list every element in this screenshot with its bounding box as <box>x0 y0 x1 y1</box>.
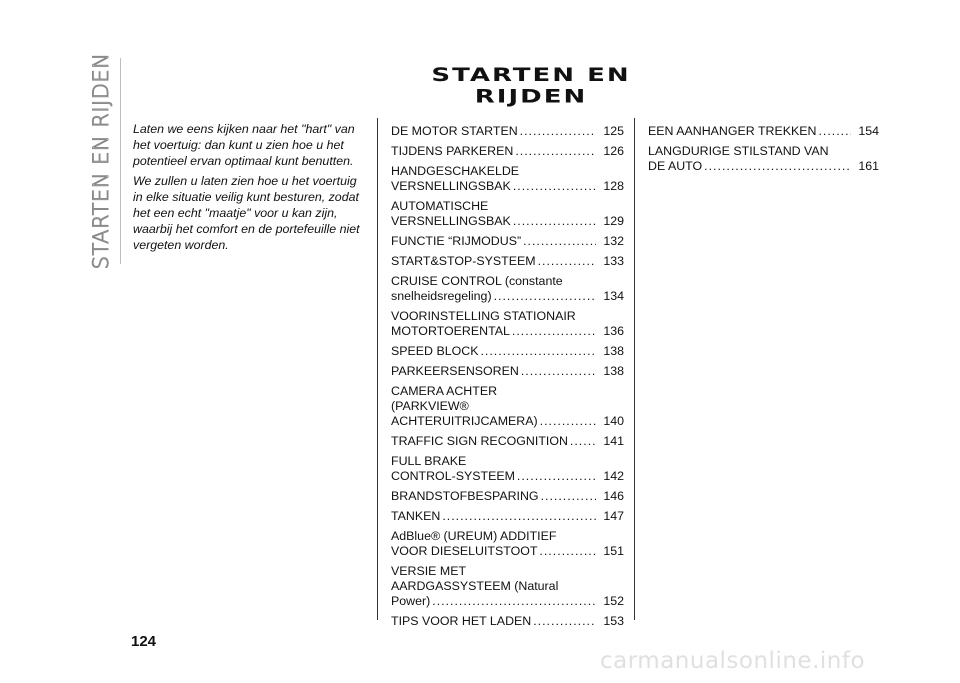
toc-entry[interactable] <box>391 529 624 559</box>
toc-page-number: 128 <box>603 179 624 193</box>
toc-page-number: 152 <box>603 594 624 608</box>
toc-leader-dots <box>541 489 596 504</box>
toc-entry-line <box>391 544 624 559</box>
toc-leader-dots <box>512 324 596 339</box>
toc-entry[interactable] <box>391 309 624 339</box>
toc-entry-line <box>391 364 624 379</box>
toc-page-number: 142 <box>603 469 624 483</box>
toc-entry-title-line: LANGDURIGE STILSTAND VAN <box>648 144 829 158</box>
toc-entry-line <box>391 234 624 249</box>
toc-entry-line <box>391 414 624 429</box>
toc-page-number: 125 <box>603 124 624 138</box>
toc-entry-line <box>391 434 624 449</box>
toc-entry-line <box>391 254 624 269</box>
toc-leader-dots <box>513 214 596 229</box>
toc-entry[interactable] <box>391 434 624 449</box>
toc-page-number: 133 <box>603 254 624 268</box>
toc-entry-line <box>648 124 879 139</box>
toc-leader-dots <box>442 509 596 524</box>
toc-entry-title-line: AARDGASSYSTEEM (Natural <box>391 579 559 593</box>
toc-entry[interactable] <box>391 509 624 524</box>
toc-page-number: 141 <box>603 434 624 448</box>
toc-entry-line <box>391 344 624 359</box>
toc-entry-title: START&STOP-SYSTEEM <box>391 254 536 268</box>
toc-page-number: 136 <box>603 324 624 338</box>
toc-entry-title: FUNCTIE “RIJMODUS” <box>391 234 522 248</box>
toc-entry-title: TIPS VOOR HET LADEN <box>391 614 532 628</box>
toc-entry[interactable] <box>391 454 624 484</box>
toc-entry-title: SPEED BLOCK <box>391 344 479 358</box>
toc-entry-title-line: AdBlue® (UREUM) ADDITIEF <box>391 529 557 543</box>
toc-entry-title-line: (PARKVIEW® <box>391 399 469 413</box>
toc-entry-line <box>391 614 624 629</box>
toc-leader-dots <box>521 364 596 379</box>
toc-entry-line <box>391 509 624 524</box>
page-number: 124 <box>131 633 157 650</box>
toc-entry-line <box>391 594 624 609</box>
toc-leader-dots <box>520 124 596 139</box>
watermark: carmanualsonline.info <box>600 648 866 674</box>
toc-entry-title: BRANDSTOFBESPARING <box>391 489 539 503</box>
toc-entry[interactable] <box>391 234 624 249</box>
toc-entry-title: MOTORTOERENTAL <box>391 324 510 338</box>
toc-entry-title: DE MOTOR STARTEN <box>391 124 518 138</box>
toc-entry[interactable] <box>391 144 624 159</box>
toc-leader-dots <box>538 254 596 269</box>
toc-leader-dots <box>515 144 596 159</box>
toc-page-number: 151 <box>603 544 624 558</box>
toc-entry-line <box>391 289 624 304</box>
toc-entry[interactable] <box>391 199 624 229</box>
toc-leader-dots <box>480 344 596 359</box>
toc-entry-line <box>391 324 624 339</box>
toc-entry[interactable] <box>648 144 879 174</box>
toc-entry-title: EEN AANHANGER TREKKEN <box>648 124 817 138</box>
intro-paragraph-2: We zullen u laten zien hoe u het voertuig in elke situatie veilig kunt besturen, zodat het een echt "maatje" voor u kan zijn, waarbij het comfort en de portefeuille niet vergeten worden. <box>133 174 360 252</box>
toc-column-2 <box>648 124 879 179</box>
toc-entry-title-line: VERSIE MET <box>391 564 467 578</box>
toc-entry-line <box>391 144 624 159</box>
toc-leader-dots <box>517 469 596 484</box>
toc-page-number: 132 <box>603 234 624 248</box>
toc-entry-title: PARKEERSENSOREN <box>391 364 519 378</box>
toc-page-number: 154 <box>858 124 879 138</box>
toc-entry-title: ACHTERUITRIJCAMERA) <box>391 414 538 428</box>
toc-page-number: 134 <box>603 289 624 303</box>
toc-leader-dots <box>539 544 596 559</box>
toc-entry[interactable] <box>391 489 624 504</box>
toc-entry[interactable] <box>391 274 624 304</box>
toc-entry-line <box>648 159 879 174</box>
toc-entry-title-line: FULL BRAKE <box>391 454 467 468</box>
side-tab-label: STARTEN EN RIJDEN <box>89 52 113 270</box>
toc-entry-line <box>391 489 624 504</box>
toc-page-number: 138 <box>603 364 624 378</box>
side-tab-divider <box>120 58 121 264</box>
toc-entry[interactable] <box>391 164 624 194</box>
toc-page-number: 138 <box>603 344 624 358</box>
intro-paragraph-1: Laten we eens kijken naar het "hart" van het voertuig: dan kunt u zien hoe u het potentieel ervan optimaal kunt benutten. <box>133 122 355 168</box>
toc-leader-dots <box>540 414 596 429</box>
toc-entry-title: VOOR DIESELUITSTOOT <box>391 544 538 558</box>
toc-leader-dots <box>570 434 596 449</box>
page-title: STARTEN EN RIJDEN <box>431 64 631 108</box>
toc-entry-title: DE AUTO <box>648 159 703 173</box>
toc-entry[interactable] <box>391 364 624 379</box>
toc-page-number: 153 <box>603 614 624 628</box>
toc-entry[interactable] <box>391 344 624 359</box>
side-tab-section <box>86 52 116 270</box>
toc-entry-title: TIJDENS PARKEREN <box>391 144 514 158</box>
toc-leader-dots <box>523 234 596 249</box>
toc-entry-title-line: VOORINSTELLING STATIONAIR <box>391 309 576 323</box>
toc-page-number: 129 <box>603 214 624 228</box>
toc-leader-dots <box>704 159 851 174</box>
toc-page-number: 161 <box>858 159 879 173</box>
toc-entry-line <box>391 469 624 484</box>
toc-column-1 <box>391 124 624 634</box>
toc-leader-dots <box>513 179 596 194</box>
column-divider-1 <box>377 118 378 620</box>
toc-leader-dots <box>818 124 851 139</box>
toc-leader-dots <box>494 289 596 304</box>
toc-page-number: 147 <box>603 509 624 523</box>
toc-entry-title: VERSNELLINGSBAK <box>391 214 511 228</box>
toc-entry-title: CONTROL-SYSTEEM <box>391 469 515 483</box>
toc-entry-line <box>391 179 624 194</box>
toc-entry-title-line: HANDGESCHAKELDE <box>391 164 520 178</box>
toc-entry-title-line: CAMERA ACHTER <box>391 384 498 398</box>
toc-entry[interactable] <box>391 564 624 609</box>
toc-entry-title-line: AUTOMATISCHE <box>391 199 489 213</box>
toc-page-number: 146 <box>603 489 624 503</box>
toc-entry-title: snelheidsregeling) <box>391 289 492 303</box>
toc-entry-title-line: CRUISE CONTROL (constante <box>391 274 563 288</box>
toc-entry[interactable] <box>391 124 624 139</box>
column-divider-2 <box>634 118 635 620</box>
toc-entry-line <box>391 214 624 229</box>
toc-entry-title: VERSNELLINGSBAK <box>391 179 511 193</box>
toc-entry[interactable] <box>391 614 624 629</box>
toc-leader-dots <box>533 614 596 629</box>
toc-entry[interactable] <box>648 124 879 139</box>
toc-entry-title: TANKEN <box>391 509 441 523</box>
toc-entry[interactable] <box>391 254 624 269</box>
toc-leader-dots <box>432 594 596 609</box>
toc-entry-line <box>391 124 624 139</box>
intro-text <box>133 121 368 257</box>
toc-page-number: 126 <box>603 144 624 158</box>
toc-entry-title: TRAFFIC SIGN RECOGNITION <box>391 434 568 448</box>
toc-entry-title: Power) <box>391 594 431 608</box>
toc-entry[interactable] <box>391 384 624 429</box>
toc-page-number: 140 <box>603 414 624 428</box>
